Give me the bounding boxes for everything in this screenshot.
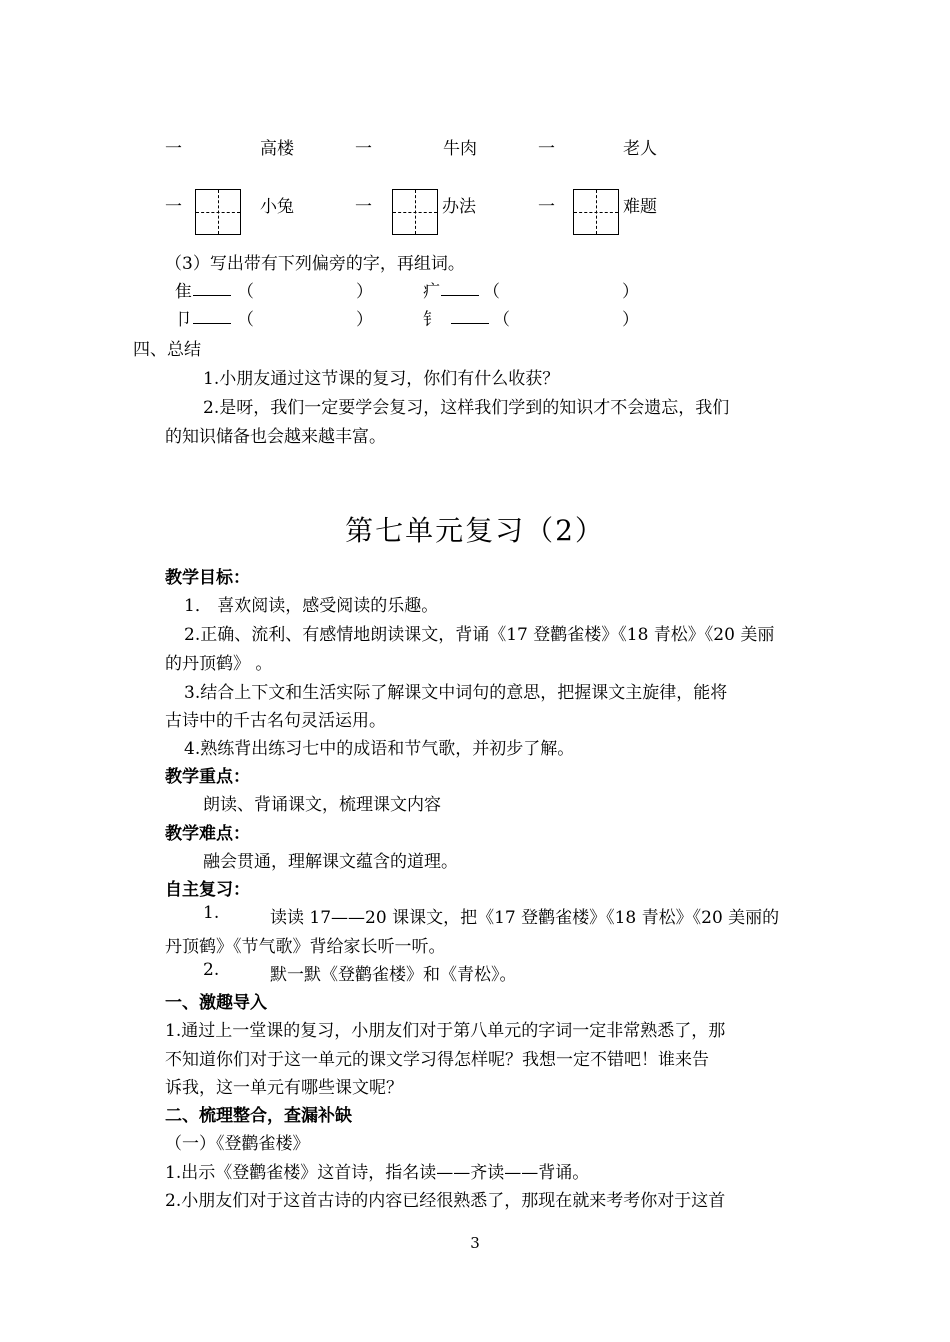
- dash-2: 一: [355, 139, 372, 159]
- subsection-heading: （一）《登鹳雀楼》: [165, 1134, 310, 1154]
- page-number: 3: [470, 1234, 480, 1252]
- writing-grid-box[interactable]: [195, 189, 241, 235]
- objective-item: 古诗中的千古名句灵活运用。: [165, 711, 386, 731]
- summary-paragraph: 1.小朋友通过这节课的复习，你们有什么收获？: [203, 369, 560, 389]
- objective-item: 2.正确、流利、有感情地朗读课文，背诵《17 登鹳雀楼》《18 青松》《20 美丽: [184, 625, 775, 645]
- objective-item: 3.结合上下文和生活实际了解课文中词句的意思，把握课文主旋律，能将: [184, 683, 728, 703]
- dash-4: 一: [165, 197, 182, 217]
- answer-blank[interactable]: [193, 308, 231, 324]
- self-review-number: 1.: [203, 903, 220, 923]
- paren-open: （: [483, 282, 500, 302]
- radicals-instruction: （3）写出带有下列偏旁的字，再组词。: [165, 254, 465, 274]
- paren-close: ）: [622, 282, 639, 302]
- radical-ne: 疒: [423, 282, 440, 302]
- radical-zhui: 隹: [175, 282, 192, 302]
- paren-open: （: [237, 282, 254, 302]
- summary-paragraph: 2.是呀，我们一定要学会复习，这样我们学到的知识才不会遗忘，我们: [203, 398, 730, 418]
- key-points-text: 朗读、背诵课文，梳理课文内容: [203, 795, 441, 815]
- self-review-heading: 自主复习：: [165, 880, 250, 900]
- paren-open: （: [237, 310, 254, 330]
- word-nanti: 难题: [623, 197, 657, 217]
- objective-item: 1． 喜欢阅读，感受阅读的乐趣。: [184, 596, 439, 616]
- word-gaolou: 高楼: [260, 139, 294, 159]
- objective-item: 4.熟练背出练习七中的成语和节气歌，并初步了解。: [184, 739, 575, 759]
- paren-close: ）: [622, 310, 639, 330]
- writing-grid-box[interactable]: [392, 189, 438, 235]
- dash-3: 一: [538, 139, 555, 159]
- paragraph-line: 诉我，这一单元有哪些课文呢？: [165, 1078, 403, 1098]
- writing-grid-box[interactable]: [573, 189, 619, 235]
- objective-item: 的丹顶鹤》 。: [165, 654, 273, 674]
- key-points-heading: 教学重点：: [165, 767, 250, 787]
- paragraph-line: 1.出示《登鹳雀楼》这首诗，指名读——齐读——背诵。: [165, 1163, 590, 1183]
- difficulties-heading: 教学难点：: [165, 824, 250, 844]
- word-niurou: 牛肉: [443, 139, 477, 159]
- word-laoren: 老人: [623, 139, 657, 159]
- objectives-heading: 教学目标：: [165, 568, 250, 588]
- self-review-number: 2.: [203, 960, 220, 980]
- paragraph-line: 不知道你们对于这一单元的课文学习得怎样呢？我想一定不错吧！谁来告: [165, 1050, 709, 1070]
- answer-blank[interactable]: [451, 308, 489, 324]
- answer-blank[interactable]: [441, 280, 479, 296]
- section-heading: 一、激趣导入: [165, 993, 267, 1013]
- radical-jie: 卩: [175, 310, 192, 330]
- paren-close: ）: [356, 310, 373, 330]
- word-banfa: 办法: [442, 197, 476, 217]
- answer-blank[interactable]: [193, 280, 231, 296]
- paren-close: ）: [356, 282, 373, 302]
- section-heading: 二、梳理整合，查漏补缺: [165, 1106, 352, 1126]
- self-review-item: 默一默《登鹳雀楼》和《青松》。: [270, 965, 517, 985]
- word-xiaotu: 小兔: [260, 197, 294, 217]
- self-review-item: 丹顶鹤》《节气歌》背给家长听一听。: [165, 937, 446, 957]
- dash-5: 一: [355, 197, 372, 217]
- summary-paragraph: 的知识储备也会越来越丰富。: [165, 427, 386, 447]
- summary-heading: 四、总结: [133, 340, 201, 360]
- radical-jin: 钅: [423, 310, 440, 330]
- difficulties-text: 融会贯通，理解课文蕴含的道理。: [203, 852, 458, 872]
- paragraph-line: 2.小朋友们对于这首古诗的内容已经很熟悉了，那现在就来考考你对于这首: [165, 1191, 726, 1211]
- paragraph-line: 1.通过上一堂课的复习，小朋友们对于第八单元的字词一定非常熟悉了，那: [165, 1021, 726, 1041]
- self-review-item: 读读 17——20 课课文，把《17 登鹳雀楼》《18 青松》《20 美丽的: [270, 908, 780, 928]
- dash-1: 一: [165, 139, 182, 159]
- page-title: 第七单元复习（2）: [345, 514, 605, 547]
- paren-open: （: [493, 310, 510, 330]
- dash-6: 一: [538, 197, 555, 217]
